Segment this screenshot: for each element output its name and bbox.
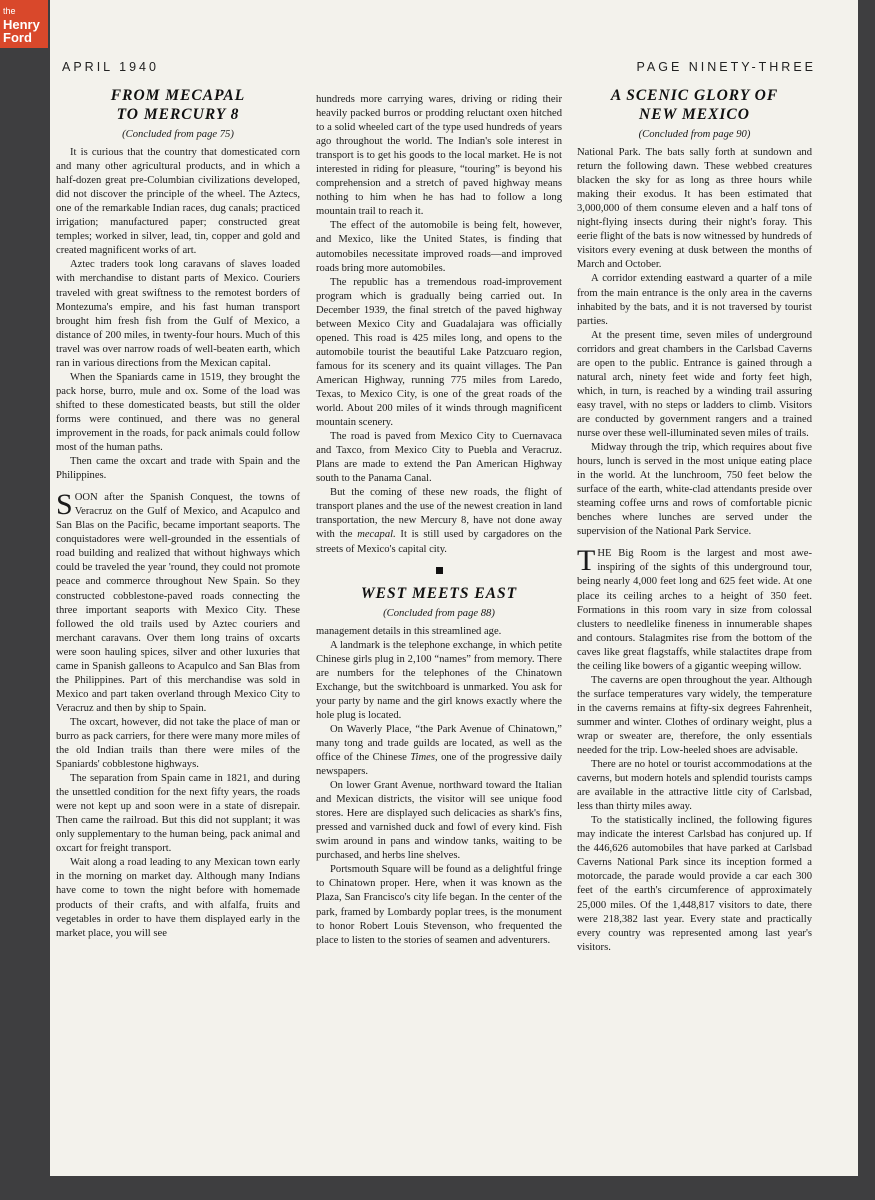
logo-the: the <box>3 6 16 16</box>
paragraph: The separation from Spain came in 1821, and during the unsettled condition for the next fifty years, the roads were not kept up and soon were in a state of disrepair. Then came the railroad. But this did not supplant; it was only supplementary to the human being, pack animal and oxcart for freight transport. <box>56 773 300 855</box>
paragraph <box>316 723 562 779</box>
paragraph: The caverns are open throughout the year. Although the surface temperatures vary widely, the temperature in the caverns remains at fifty-six degrees Fahrenheit, summer and winter. Clothes of ordinary weight, plus a wrap or sweater are, therefore, the only essentials needed for the trip. Low-heeled shoes are advisable. <box>577 674 812 757</box>
paragraph: Portsmouth Square will be found as a delightful fringe to Chinatown proper. Here, when it was known as the Plaza, San Francisco's city life began. In the center of the park, framed by Lombardy poplar trees, is the monument to honor Robert Louis Stevenson, who frequented the place to listen to the stories of seamen and adventurers. <box>316 864 562 946</box>
text: On Waverly Place, “the Park Avenue of Chinatown,” many tong and trade guilds are located, as well as the office of the Chinese <box>316 723 562 764</box>
paragraph: hundreds more carrying wares, driving or riding their heavily packed burros or prodding reluctant oxen hitched to a solid wheeled cart of the type used hundreds of years ago throughout the world. The Indian's sole interest in transport is to get his goods to the local market. He is not interested in riding for pleasure, “touring” is beyond his comprehension and a stretch of paved highway means nothing to him when he has had to follow a long mountain trail to reach it. <box>316 94 562 218</box>
article3-concluded: (Concluded from page 90) <box>638 129 751 140</box>
text: But the coming of these new roads, the flight of transport planes and the use of the newest creation in land transportation, the new Mercury 8, have not done away with the <box>316 487 562 541</box>
drop-cap-paragraph <box>577 544 812 673</box>
article1-concluded: (Concluded from page 75) <box>122 129 234 140</box>
article2-concluded: (Concluded from page 88) <box>383 607 495 619</box>
article1-title <box>56 86 300 124</box>
logo-henry: Henry <box>3 17 40 32</box>
paragraph-text: OON after the Spanish Conquest, the towns of Veracruz on the Gulf of Mexico, and Acapulco and San Blas on the Pacific, became important seaports. The conquistadores were well-grounded in the essentials of road building and realized that without highways which could be traveled the year 'round, they could not promote peace and commerce throughout New Spain. So they constructed cobblestone-paved roads connecting the three important seaports with Mexico City. These followed the old trails used by Aztec couriers and merchant caravans. Over them long trains of oxcarts were soon hauling spices, silver and other luxuries that came in Spanish galleons to Acapulco and San Blas from the Philippines. Part of this merchandise was sold in Mexico and part taken overland through Mexico City to Veracruz and then by ship to Spain. <box>56 492 300 714</box>
paragraph: The effect of the automobile is being felt, however, and Mexico, like the United States, is finding that automobiles necessitate improved roads—and improved roads bring more automobiles. <box>316 220 562 274</box>
paragraph: National Park. The bats sally forth at sundown and return the following dawn. These webbed creatures blacken the sky for as long as three hours while making their exodus. It has been estimated that 3,000,000 of them consume eleven and a half tons of night-flying insects during their night's foray. This eerie flight of the bats is now witnessed by hundreds of visitors every evening at dusk between the months of March and October. <box>577 147 812 271</box>
magazine-page <box>50 0 858 1176</box>
article3-title-line2: NEW MEXICO <box>639 106 750 123</box>
paragraph-text: HE Big Room is the largest and most awe-inspiring of the sights of this underground tour, being nearly 4,000 feet long and 625 feet wide. At one place its ceiling arches to a height of 350 feet. Formations in this room vary in size from colossal clusters to needlelike fineness in innumerable shapes and contours. Stalagmites rise from the bottom of the caves like great flagstaffs, while stalactites drape from the ceiling like bowers of a gigantic weeping willow. <box>577 548 812 672</box>
paragraph: It is curious that the country that domesticated corn and many other agricultural products, and in which a half-dozen great pre-Columbian civilizations developed, did not discover the principle of the wheel. The Aztecs, one of the remarkable Indian races, dug canals; practiced irrigation; manufactured paper; constructed great temples; worked in silver, lead, tin, copper and gold and created magnificent works of art. <box>56 147 300 257</box>
paragraph: There are no hotel or tourist accommodations at the caverns, but modern hotels and splendid tourists camps are available in the attractive little city of Carlsbad, less than thirty miles away. <box>577 759 812 813</box>
paragraph: The republic has a tremendous road-improvement program which is gradually being carried out. In December 1939, the final stretch of the paved highway between Mexico City and Guadalajara was officially opened. This road is 425 miles long, and opens to the automobile tourist the beautiful Lake Patzcuaro region, famous for its scenery and its quaint villages. The Pan American Highway, running 775 miles from Laredo, Texas, to Mexico City, is one of the great roads of the world. About 200 miles of it winds through magnificent mountain scenery. <box>316 276 562 429</box>
paragraph: A landmark is the telephone exchange, in which petite Chinese girls plug in 2,100 “names” from memory. There are numbers for the telephones of the Chinatown Exchange, but the switchboard is unmarked. You ask for your party by name and the girl knows exactly where the hole plug is located. <box>316 639 562 721</box>
italic-text: mecapal. <box>357 529 396 541</box>
paragraph: Wait along a road leading to any Mexican town early in the morning on market day. Although many Indians have come to town the night before with homemade products of their crafts, and with alfalfa, fruits and vegetables in order to have them displayed early in the market place, you will see <box>56 857 300 939</box>
column-2 <box>316 93 562 948</box>
text: one of the progressive daily newspapers. <box>316 752 563 778</box>
column-1 <box>56 84 300 941</box>
paragraph <box>316 486 562 556</box>
text: It is still used by cargadores on the streets of Mexico's capital city. <box>316 529 563 555</box>
drop-cap: T <box>577 544 596 578</box>
paragraph: To the statistically inclined, the following figures may indicate the interest Carlsbad has conjured up. If the 446,626 automobiles that have parked at Carlsbad Caverns National Park since its inception formed a motorcade, the parade would provide a car each 300 feet of the earth's circumference of approximately 25,000 miles. Of the 1,448,817 visitors to date, there were 218,382 last year. Every state and practically every country was represented among last year's visitors. <box>577 815 812 953</box>
article3-title <box>577 86 812 124</box>
paragraph: Midway through the trip, which requires about five hours, lunch is served in the most unique eating place in the world. At the lunchroom, 750 feet below the surface of the earth, white-clad attendants preside over steaming coffee urns and rows of comfortable picnic benches where lunches are served under the supervision of the National Park Service. <box>577 442 812 538</box>
paragraph: Aztec traders took long caravans of slaves loaded with merchandise to distant parts of Mexico. Couriers traveled with great swiftness to the remotest borders of Montezuma's empire, and his fast human transport brought him fresh fish from the Gulf of Mexico, a distance of 200 miles, in twenty-four hours. Much of this travel was over narrow roads of well-beaten earth, which ran in various directions from the Mexican capital. <box>56 259 300 369</box>
article1-title-line1: FROM MECAPAL <box>110 87 246 104</box>
section-divider <box>436 567 443 574</box>
page-number: PAGE NINETY-THREE <box>636 60 816 74</box>
paragraph: A corridor extending eastward a quarter of a mile from the main entrance is the only area in the caverns inhabited by the bats, and it is not traversed by tourist parties. <box>577 273 812 327</box>
henry-ford-logo <box>0 0 48 48</box>
paragraph: When the Spaniards came in 1519, they brought the pack horse, burro, mule and ox. Some of the load was shifted to these domesticated beasts, but still the older forms were continued, and there was no general improvement in the roads, for pack animals could follow most of the human paths. <box>56 371 300 454</box>
column-3 <box>577 84 812 955</box>
drop-cap-paragraph <box>56 488 300 716</box>
italic-text: Times, <box>410 752 438 764</box>
paragraph: management details in this streamlined age. <box>316 625 502 637</box>
paragraph: Then came the oxcart and trade with Spain and the Philippines. <box>56 456 300 482</box>
paragraph: On lower Grant Avenue, northward toward the Italian and Mexican districts, the visitor will see unique food stores. Here are displayed such delicacies as shark's fins, pressed and varnished duck and fowl of every kind. Fish swim around in pans and window tanks, waiting to be purchased, and herbs line shelves. <box>316 780 562 862</box>
issue-date: APRIL 1940 <box>62 60 159 74</box>
article2-title: WEST MEETS EAST <box>360 584 518 602</box>
logo-ford: Ford <box>3 30 32 45</box>
drop-cap: S <box>56 488 73 522</box>
article1-title-line2: TO MERCURY 8 <box>116 106 240 123</box>
paragraph: The road is paved from Mexico City to Cuernavaca and Taxco, from Mexico City to Puebla and Veracruz. Plans are made to extend the Pan American Highway south to the Panama Canal. <box>316 431 562 485</box>
article3-title-line1: A SCENIC GLORY OF <box>610 87 779 104</box>
paragraph: The oxcart, however, did not take the place of man or burro as pack carriers, for there were many more miles of the old Indian trails than there were miles of the Spaniards' cobblestone highways. <box>56 716 300 771</box>
paragraph: At the present time, seven miles of underground corridors and great chambers in the Carlsbad Caverns are open to the public. Entrance is gained through a natural arch, ninety feet wide and forty feet high, which, in turn, is reached by a winding trail assuring easy travel, with no steps or ladders to climb. Visitors are conducted by government rangers and a trained nurse over these well-illuminated seven miles of trails. <box>577 329 812 439</box>
